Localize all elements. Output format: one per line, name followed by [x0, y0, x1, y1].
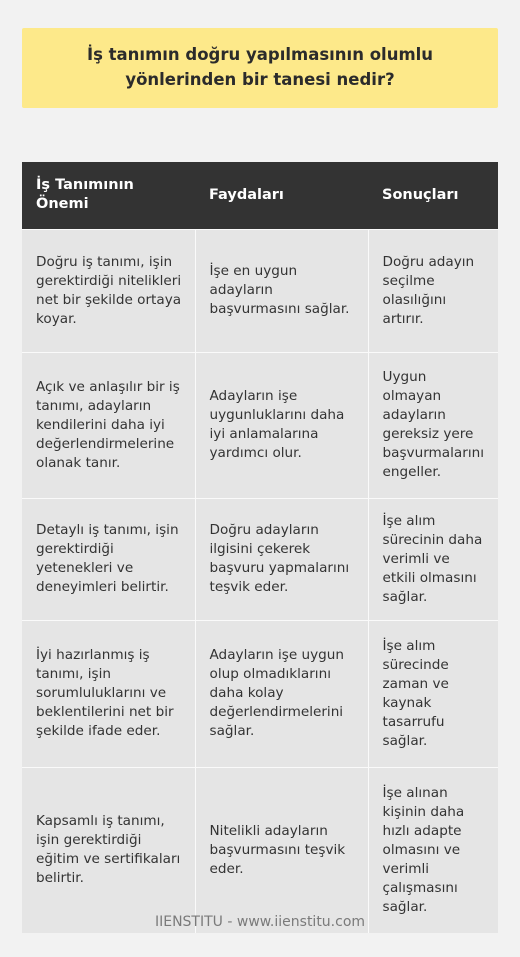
- table-row: [22, 767, 498, 933]
- table-cell-results: İşe alınan kişinin daha hızlı adapte olmasını ve verimli çalışmasını sağlar.: [368, 767, 498, 933]
- table-row: [22, 620, 498, 767]
- table-row: [22, 498, 498, 620]
- question-title: İş tanımın doğru yapılmasının olumlu yönlerinden bir tanesi nedir?: [86, 45, 434, 89]
- table-cell-benefits: Adayların işe uygunluklarını daha iyi anlamalarına yardımcı olur.: [195, 352, 368, 498]
- table-row: [22, 229, 498, 352]
- header-importance: İş Tanımının Önemi: [22, 162, 195, 229]
- table-cell-results: Uygun olmayan adayların gereksiz yere başvurmalarını engeller.: [368, 352, 498, 498]
- table-cell-results: İşe alım sürecinde zaman ve kaynak tasarrufu sağlar.: [368, 620, 498, 767]
- table-header-row: [22, 162, 498, 229]
- table-cell-benefits: İşe en uygun adayların başvurmasını sağlar.: [195, 229, 368, 352]
- table-cell-benefits: Nitelikli adayların başvurmasını teşvik eder.: [195, 767, 368, 933]
- table-cell-importance: Doğru iş tanımı, işin gerektirdiği nitelikleri net bir şekilde ortaya koyar.: [22, 229, 195, 352]
- table-cell-benefits: Doğru adayların ilgisini çekerek başvuru yapmalarını teşvik eder.: [195, 498, 368, 620]
- table-cell-importance: Açık ve anlaşılır bir iş tanımı, adayların kendilerini daha iyi değerlendirmelerine olanak tanır.: [22, 352, 195, 498]
- table-cell-results: İşe alım sürecinin daha verimli ve etkili olmasını sağlar.: [368, 498, 498, 620]
- importance-table: [22, 162, 498, 933]
- table-row: [22, 352, 498, 498]
- table-cell-benefits: Adayların işe uygun olup olmadıklarını daha kolay değerlendirmelerini sağlar.: [195, 620, 368, 767]
- table-cell-importance: Kapsamlı iş tanımı, işin gerektirdiği eğitim ve sertifikaları belirtir.: [22, 767, 195, 933]
- table-cell-results: Doğru adayın seçilme olasılığını artırır.: [368, 229, 498, 352]
- table-cell-importance: İyi hazırlanmış iş tanımı, işin sorumluluklarını ve beklentilerini net bir şekilde ifade eder.: [22, 620, 195, 767]
- footer-credit: IIENSTITU - www.iienstitu.com: [154, 914, 366, 930]
- table-cell-importance: Detaylı iş tanımı, işin gerektirdiği yetenekleri ve deneyimleri belirtir.: [22, 498, 195, 620]
- question-title-box: [22, 28, 498, 108]
- header-benefits: Faydaları: [195, 162, 368, 229]
- header-results: Sonuçları: [368, 162, 498, 229]
